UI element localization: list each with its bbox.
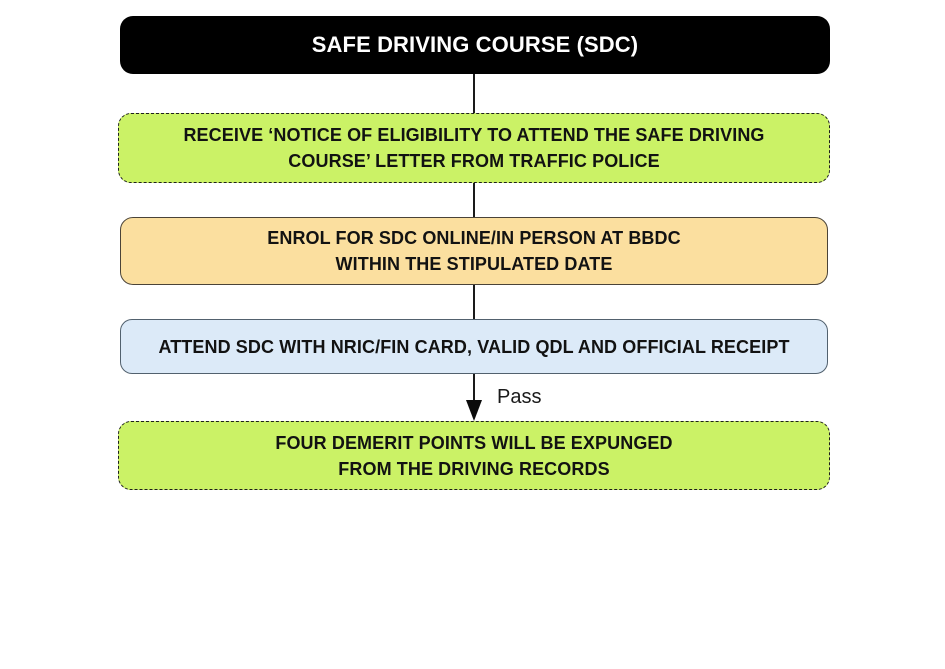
- arrowhead-down-icon: [466, 400, 482, 421]
- node-receive-notice: [118, 113, 830, 183]
- connector-line: [473, 285, 475, 319]
- node-text-line: FROM THE DRIVING RECORDS: [338, 458, 610, 479]
- flowchart-title: SAFE DRIVING COURSE (SDC): [311, 32, 639, 57]
- node-text-line: ATTEND SDC WITH NRIC/FIN CARD, VALID QDL AND OFFICIAL RECEIPT: [158, 336, 790, 357]
- node-text-line: COURSE’ LETTER FROM TRAFFIC POLICE: [288, 151, 660, 171]
- node-enrol-for-sdc: [120, 217, 828, 285]
- connector-line: [473, 183, 475, 217]
- node-points-expunged: [118, 421, 830, 490]
- node-attend-sdc: [120, 319, 828, 374]
- flowchart-title-box: [120, 16, 830, 74]
- node-text-line: ENROL FOR SDC ONLINE/IN PERSON AT BBDC: [267, 228, 681, 248]
- connector-line: [473, 374, 475, 402]
- node-text-line: WITHIN THE STIPULATED DATE: [335, 254, 613, 274]
- connector-line: [473, 74, 475, 113]
- arrow-label-pass: Pass: [497, 386, 542, 408]
- node-text-line: FOUR DEMERIT POINTS WILL BE EXPUNGED: [275, 432, 673, 453]
- node-text-line: RECEIVE ‘NOTICE OF ELIGIBILITY TO ATTEND THE SAFE DRIVING: [183, 125, 765, 145]
